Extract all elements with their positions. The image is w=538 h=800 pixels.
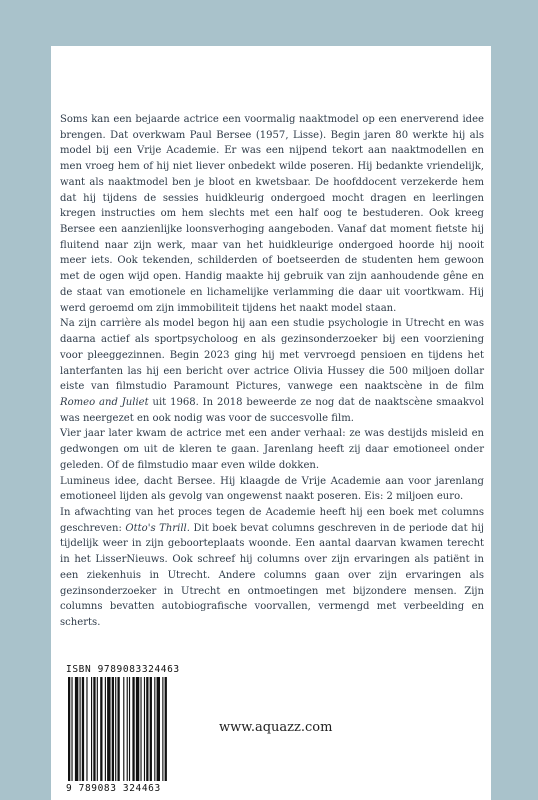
isbn-label: ISBN 9789083324463 (66, 664, 180, 675)
paragraph-career-text: Na zijn carrière als model begon hij aan een studie psychologie in Utrecht en was daarna actief als sportpsycholoog en als gezinsonderzoeker bij een voorziening voor pleeggezinnen. Begin 2023 ging hij met vervroegd pensioen en tijdens het lanterfanten las hij een bericht over actrice Olivia Hussey die 500 miljoen dollar eiste van filmstudio Paramount Pictures, vanwege een naaktscène in de film (60, 318, 484, 393)
film-title: Romeo and Juliet (60, 396, 149, 408)
paragraph-actress: Vier jaar later kwam de actrice met een ander verhaal: ze was destijds misleid en gedwongen om uit de kleren te gaan. Jarenlang heeft zij daar emotioneel onder geleden. Of de filmstudio maar even wilde dokken. (60, 428, 484, 471)
publisher-website: www.aquazz.com (219, 720, 333, 735)
paragraph-book-text-end: . Dit boek bevat columns geschreven in de periode dat hij tijdelijk weer in zijn geboorteplaats woonde. Een aantal daarvan kwamen terecht in het LisserNieuws. Ook schreef hij columns over zijn ervaringen als patiënt in een ziekenhuis in Utrecht. Andere columns gaan over zijn ervaringen als gezinsonderzoeker in Utrecht en ontmoetingen met bijzondere mensen. Zijn columns bevatten autobiografische voorvallen, vermengd met verbeelding en scherts. (60, 522, 484, 628)
paragraph-book (60, 505, 484, 631)
barcode-icon (66, 677, 208, 781)
book-title: Otto's Thrill (125, 522, 187, 534)
paragraph-claim: Lumineus idee, dacht Bersee. Hij klaagde de Vrije Academie aan voor jarenlang emotioneel lijden als gevolg van ongewenst naakt poseren. Eis: 2 miljoen euro. (60, 475, 484, 503)
paragraph-intro: Soms kan een bejaarde actrice een voormalig naaktmodel op een enerverend idee brengen. Dat overkwam Paul Bersee (1957, Lisse). Begin jaren 80 werkte hij als model bij een Vrije Academie. Er was een nijpend tekort aan naaktmodellen en men vroeg hem of hij niet liever onbedekt wilde poseren. Hij bedankte vriendelijk, want als naaktmodel ben je bloot en kwetsbaar. De hoofddocent verzekerde hem dat hij tijdens de sessies huidkleurig ondergoed mocht dragen en leerlingen kregen instructies om hem slechts met een half oog te bestuderen. Ook kreeg Bersee een aanzienlijke loonsverhoging aangeboden. Vanaf dat moment fietste hij fluitend naar zijn werk, maar van het huidkleurige ondergoed hoorde hij nooit meer iets. Ook tekenden, schilderden of boetseerden de studenten hem gewoon met de ogen wijd open. Handig maakte hij gebruik van zijn aanhoudende gêne en de staat van emotionele en lichamelijke verlamming die daar uit voortkwam. Hij werd geroemd om zijn immobiliteit tijdens het naakt model staan. (60, 114, 484, 314)
blurb-text (60, 112, 484, 631)
barcode-digits: 9 789083 324463 (66, 783, 161, 794)
paragraph-career-text-end: uit 1968. In 2018 beweerde ze nog dat de naaktscène smaakvol was neergezet en ook nodig was voor de succesvolle film. (60, 396, 484, 424)
paragraph-book-text: In afwachting van het proces tegen de Academie heeft hij een boek met columns geschreven: (60, 506, 484, 534)
paragraph-career (60, 316, 484, 426)
